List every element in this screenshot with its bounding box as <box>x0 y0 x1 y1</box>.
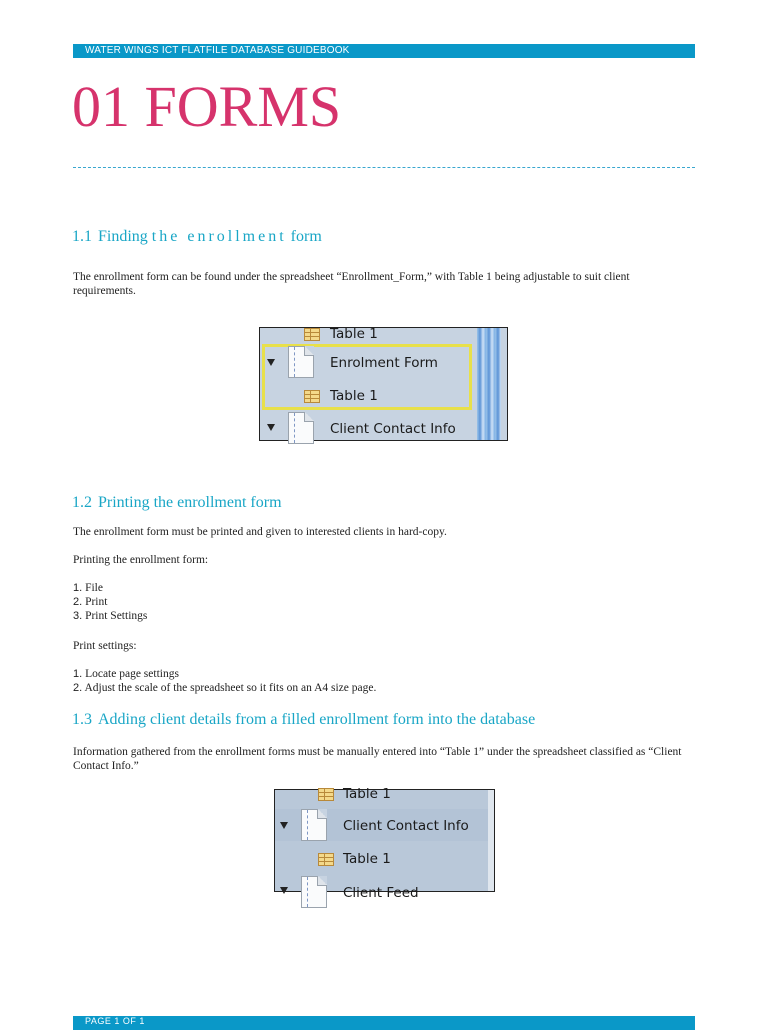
triangle-down-icon <box>267 359 275 366</box>
print-steps-list <box>73 581 147 623</box>
section-1-2-subheading: Printing the enrollment form: <box>73 554 209 566</box>
section-number: 1.3 <box>72 711 92 728</box>
enrolment-form-screenshot <box>259 327 508 441</box>
dashed-divider <box>73 167 695 168</box>
item-label: Enrolment Form <box>330 355 438 371</box>
footer-text: PAGE 1 OF 1 <box>85 1016 145 1026</box>
list-item: 1. Locate page settings <box>73 668 179 680</box>
list-item <box>275 809 494 841</box>
item-label: Client Feed <box>343 885 419 901</box>
triangle-down-icon <box>280 887 288 894</box>
list-item <box>260 380 507 412</box>
section-heading-1-1 <box>72 227 322 247</box>
client-contact-screenshot <box>274 786 495 901</box>
print-settings-label: Print settings: <box>73 640 137 652</box>
footer-bar <box>73 1016 695 1030</box>
section-number: 1.1 <box>72 228 92 245</box>
table-icon <box>318 788 334 801</box>
list-item: 1. File <box>73 582 103 594</box>
list-item <box>275 876 494 908</box>
section-number: 1.2 <box>72 494 92 511</box>
header-text: WATER WINGS ICT FLATFILE DATABASE GUIDEBOOK <box>85 45 350 56</box>
table-icon <box>304 328 320 341</box>
section-1-1-paragraph: The enrollment form can be found under the spreadsheet “Enrollment_Form,” with Table 1 being adjustable to suit client requirements. <box>73 271 630 297</box>
item-label: Client Contact Info <box>330 421 456 437</box>
list-item: 3. Print Settings <box>73 610 148 622</box>
scrollbar <box>477 328 501 440</box>
list-item: 2. Adjust the scale of the spreadsheet so it fits on an A4 size page. <box>73 682 377 694</box>
triangle-down-icon <box>280 822 288 829</box>
item-label: Client Contact Info <box>343 818 469 834</box>
section-heading-1-2 <box>72 493 282 513</box>
scrollbar-edge <box>488 790 494 891</box>
heading-spaced-part: the enrollment <box>151 228 287 245</box>
heading-part: Finding <box>98 228 152 245</box>
page-title: 01 FORMS <box>72 74 342 139</box>
item-label: Table 1 <box>330 388 378 404</box>
section-1-2-paragraph: The enrollment form must be printed and given to interested clients in hard-copy. <box>73 526 447 538</box>
list-item <box>275 843 494 875</box>
list-item <box>275 778 494 810</box>
section-heading-1-3 <box>72 710 535 730</box>
heading-text: Printing the enrollment form <box>98 494 282 511</box>
item-label: Table 1 <box>330 326 378 342</box>
document-icon <box>301 876 327 908</box>
section-1-3-paragraph: Information gathered from the enrollment forms must be manually entered into “Table 1” under the spreadsheet classified as “Client Contact Info.” <box>73 746 682 772</box>
table-icon <box>304 390 320 403</box>
print-settings-list <box>73 667 376 695</box>
table-icon <box>318 853 334 866</box>
header-bar <box>73 44 695 58</box>
document-icon <box>288 346 314 378</box>
triangle-down-icon <box>267 424 275 431</box>
list-item: 2. Print <box>73 596 108 608</box>
heading-part: form <box>286 228 322 245</box>
item-label: Table 1 <box>343 786 391 802</box>
list-item <box>260 346 507 378</box>
item-label: Table 1 <box>343 851 391 867</box>
heading-text: Adding client details from a filled enrollment form into the database <box>98 711 536 728</box>
document-icon <box>301 809 327 841</box>
document-icon <box>288 412 314 444</box>
list-item <box>260 412 507 444</box>
